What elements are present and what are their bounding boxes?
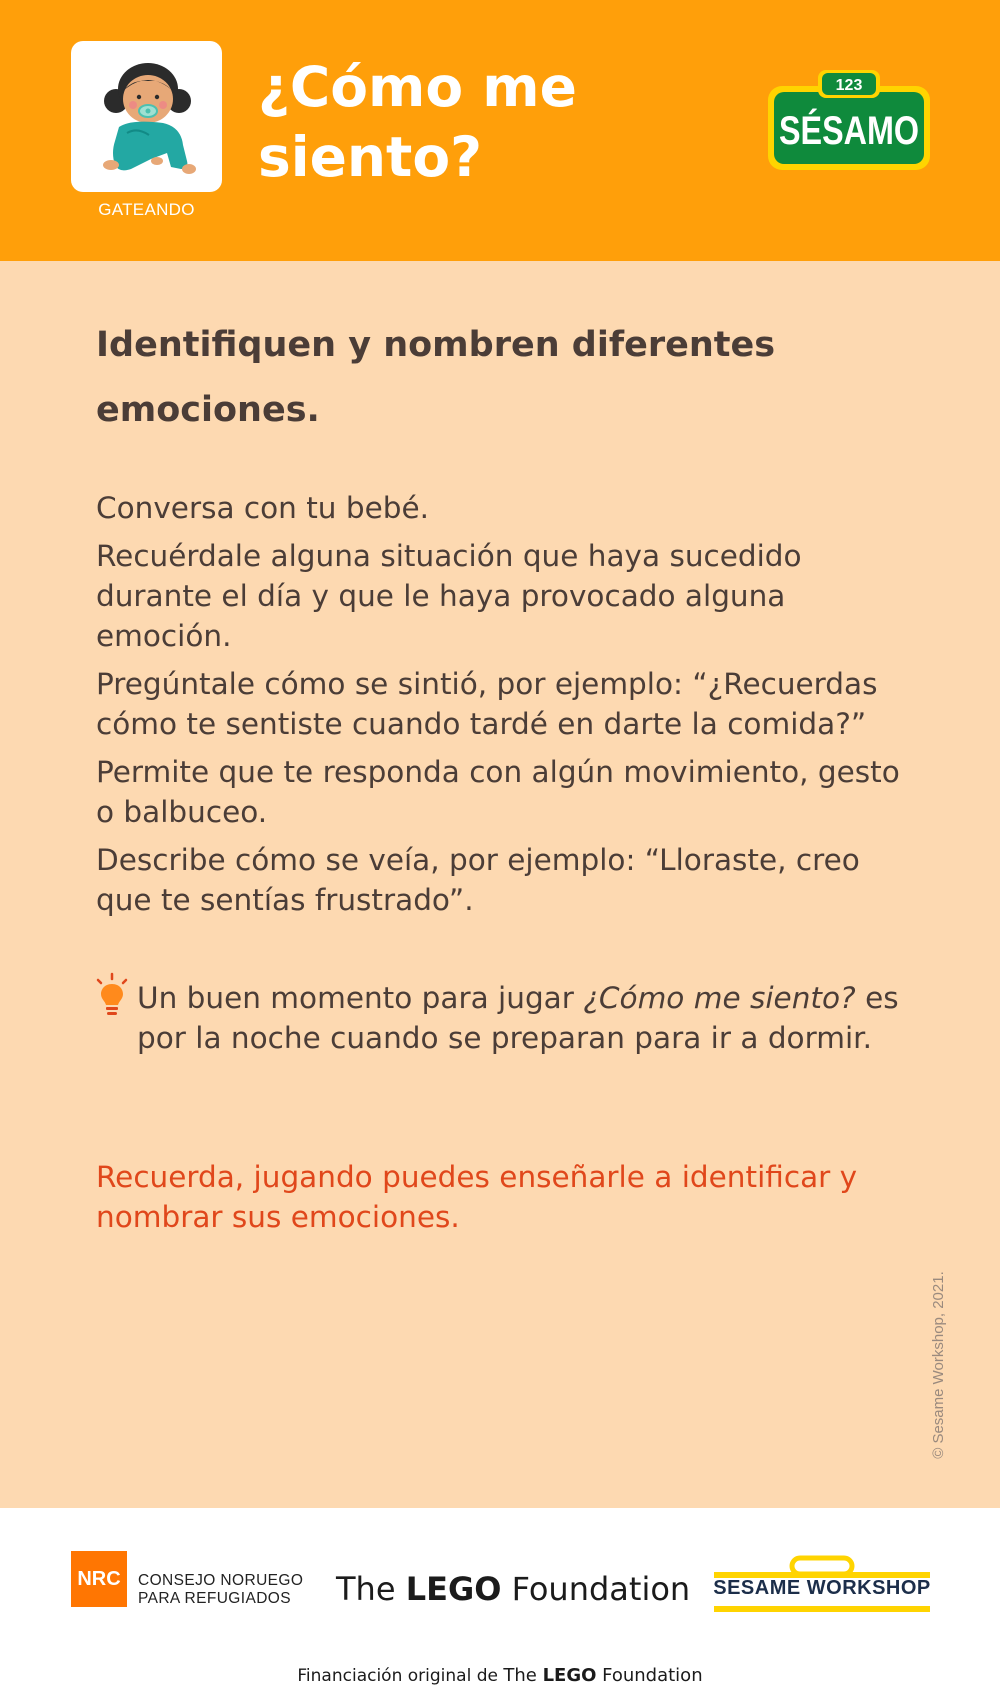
step-5: Describe cómo se veía, por ejemplo: “Lloraste, creo que te sentías frustrado”.	[96, 843, 860, 917]
lego-foundation-word: Foundation	[501, 1570, 691, 1608]
nrc-name-line1: CONSEJO NORUEGO	[138, 1572, 304, 1589]
lego-foundation-logo	[336, 1570, 690, 1608]
copyright-notice: © Sesame Workshop, 2021.	[930, 1271, 947, 1459]
lego-word: LEGO	[405, 1570, 502, 1608]
baby-icon	[71, 41, 222, 192]
nrc-logo: NRC	[71, 1551, 127, 1607]
tip-text-after: es por la noche cuando se preparan para ir a dormir.	[137, 981, 899, 1055]
sesamo-logo-text: SÉSAMO	[779, 109, 953, 153]
lego-the: The	[336, 1570, 406, 1608]
age-stage-label: GATEANDO	[98, 200, 195, 219]
step-4: Permite que te responda con algún movimiento, gesto o balbuceo.	[96, 755, 900, 829]
sesamo-logo	[766, 68, 953, 172]
funding-lego: LEGO	[542, 1665, 597, 1686]
lightbulb-icon	[92, 972, 132, 1018]
crawling-baby-illustration	[71, 41, 222, 192]
footer-bar	[0, 1508, 1000, 1705]
funding-prefix: Financiación original de	[297, 1666, 504, 1686]
funding-credit	[0, 1665, 1000, 1686]
tip-text	[137, 978, 917, 1058]
header-bar	[0, 0, 1000, 261]
funding-foundation: Foundation	[596, 1665, 703, 1686]
reminder-text: Recuerda, jugando puedes enseñarle a identificar y nombrar sus emociones.	[96, 1160, 858, 1234]
nrc-name	[138, 1572, 303, 1608]
funding-the: The	[503, 1665, 543, 1686]
step-2: Recuérdale alguna situación que haya sucedido durante el día y que le haya provocado alguna emoción.	[96, 539, 802, 653]
tip-text-before: Un buen momento para jugar	[137, 981, 584, 1015]
nrc-name-line2: PARA REFUGIADOS	[138, 1590, 291, 1607]
game-title: ¿Cómo me siento?	[258, 55, 577, 189]
sesamo-logo-number: 123	[835, 77, 863, 94]
step-1: Conversa con tu bebé.	[96, 491, 430, 525]
activity-steps	[96, 488, 916, 928]
activity-heading: Identifiquen y nombren diferentes emociones.	[96, 325, 776, 430]
step-3: Pregúntale cómo se sintió, por ejemplo: “¿Recuerdas cómo te sentiste cuando tardé en darte la comida?”	[96, 667, 878, 741]
sesame-workshop-name: SESAME WORKSHOP	[713, 1577, 931, 1599]
tip-text-game-name: ¿Cómo me siento?	[583, 981, 856, 1015]
